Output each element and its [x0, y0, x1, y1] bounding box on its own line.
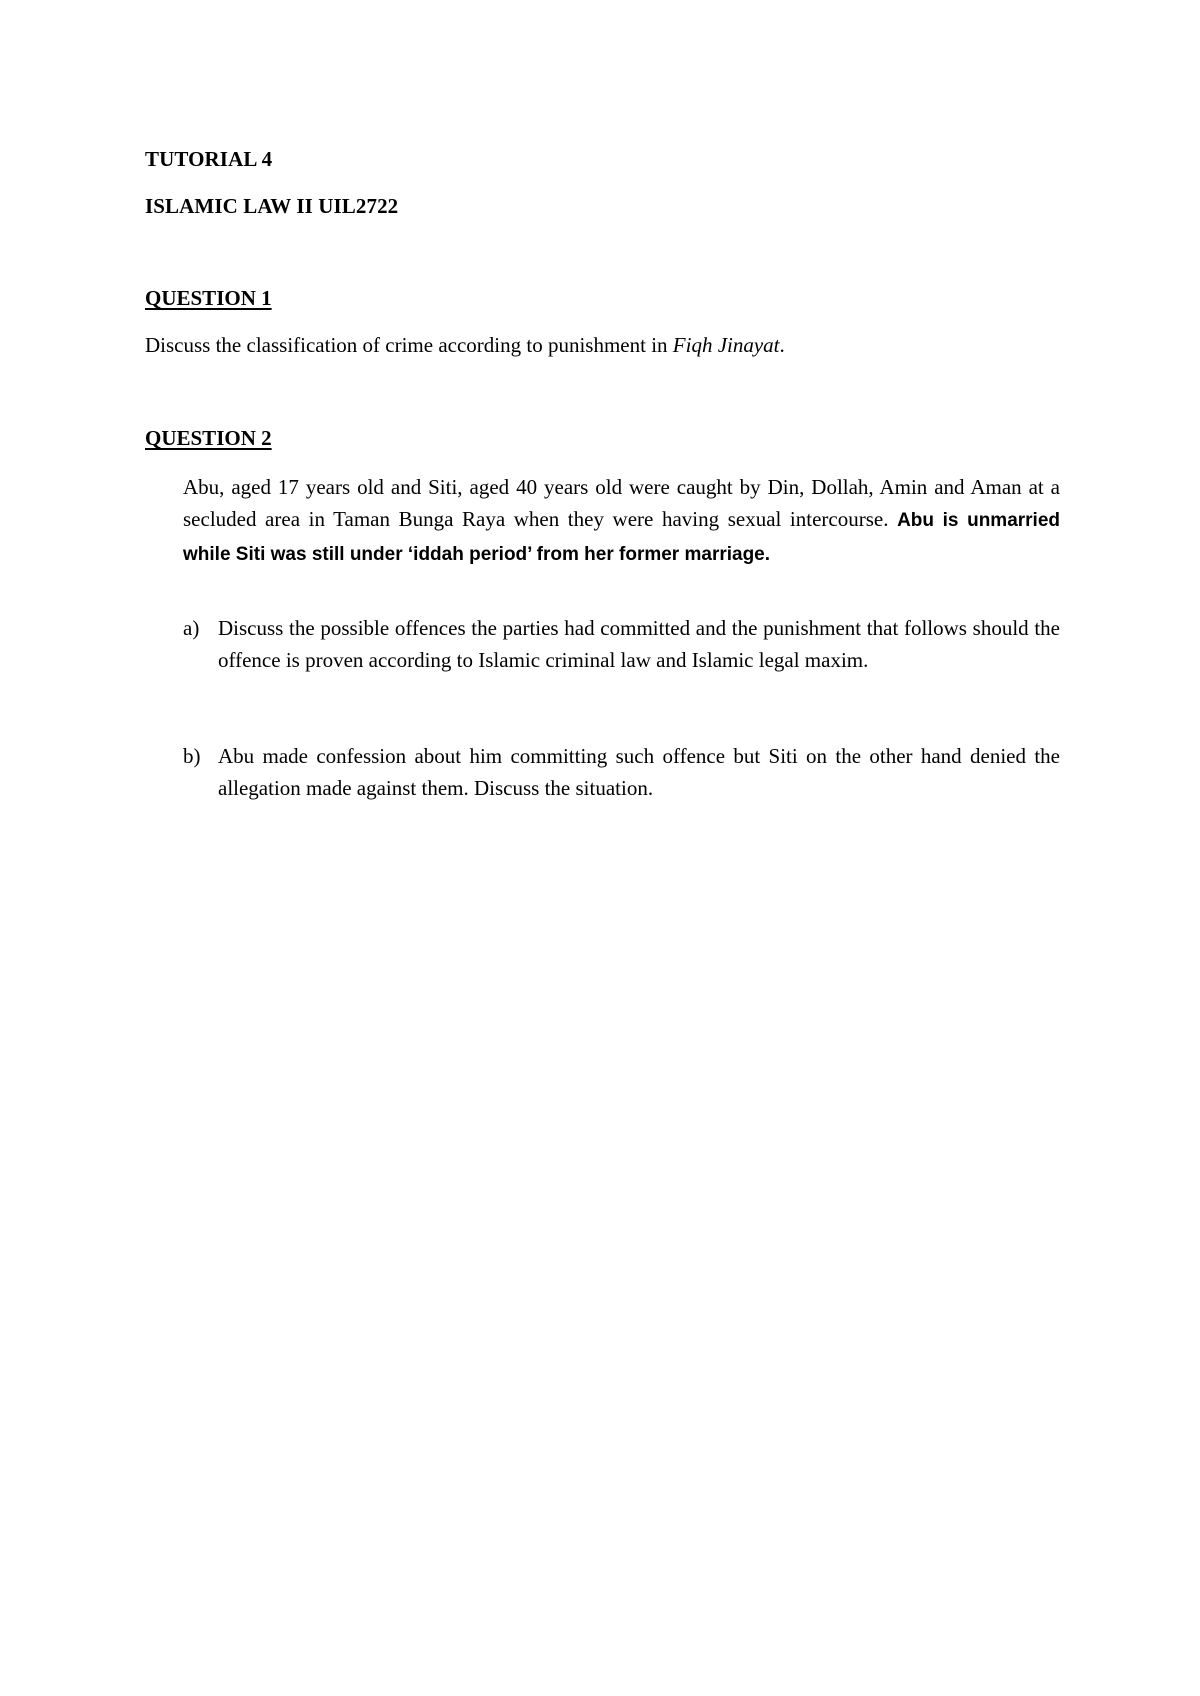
question-2-item-a	[183, 612, 1060, 676]
question-2-scenario-bold: Abu is unmarried while Siti was still under ‘iddah period’ from her former marriage.	[183, 510, 1061, 565]
question-2-item-b	[183, 740, 1060, 804]
course-title: ISLAMIC LAW II UIL2722	[145, 194, 399, 218]
item-b-text: Abu made confession about him committing such offence but Siti on the other hand denied the allegation made against them. Discuss the situation.	[218, 744, 1060, 800]
question-2-heading: QUESTION 2	[145, 426, 272, 450]
item-a-marker: a)	[183, 616, 200, 640]
tutorial-title: TUTORIAL 4	[145, 147, 273, 171]
question-2-scenario	[183, 471, 1060, 571]
question-1-text	[145, 333, 785, 358]
question-1-heading: QUESTION 1	[145, 286, 272, 310]
item-b-marker: b)	[183, 744, 201, 768]
question-1-italic-term: Fiqh Jinayat	[672, 333, 780, 357]
item-a-text: Discuss the possible offences the parties had committed and the punishment that follows should the offence is proven according to Islamic criminal law and Islamic legal maxim.	[218, 616, 1060, 672]
question-1-text-prefix: Discuss the classification of crime according to punishment in	[145, 333, 673, 357]
question-1-text-suffix: .	[779, 333, 785, 357]
question-2-scenario-plain: Abu, aged 17 years old and Siti, aged 40 years old were caught by Din, Dollah, Amin and Aman at a secluded area in Taman Bunga Raya when they were having sexual intercourse.	[183, 475, 1060, 531]
